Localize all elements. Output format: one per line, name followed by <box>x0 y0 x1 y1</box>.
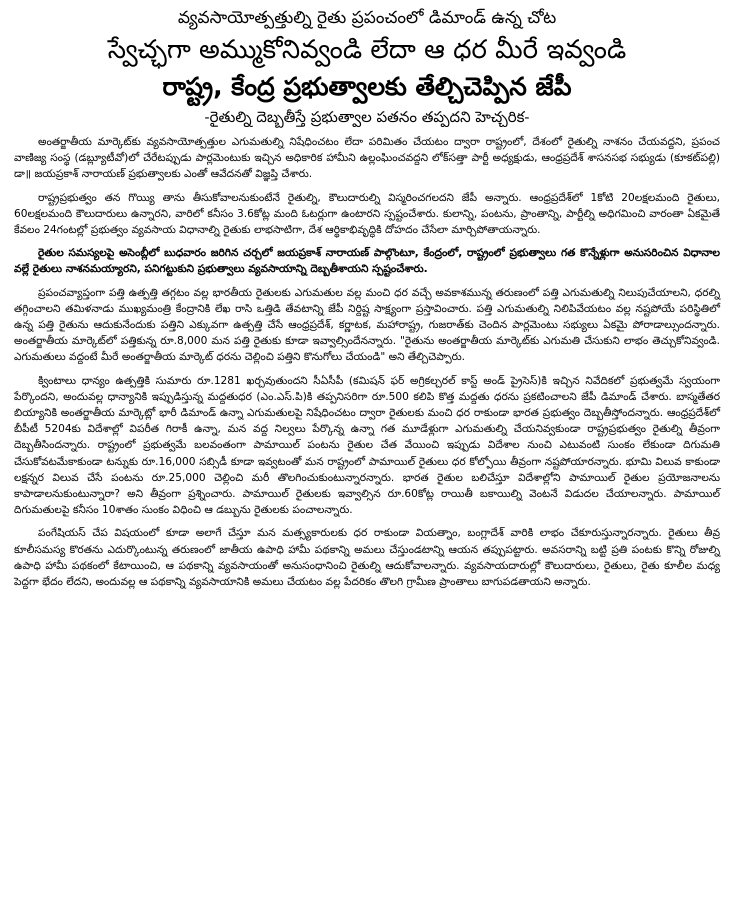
article-paragraph-1: అంతర్జాతీయ మార్కెట్‌కు వ్యవసాయోత్పత్తుల ఎగుమతుల్ని నిషేధించటం లేదా పరిమితం చేయటం ద్వారా రాష్ట్రంలో, దేశంలో రైతుల్ని నాశనం చేయవద్దని, ప్రపంచ వాణిజ్య సంస్థ (డబ్ల్యూటీవో)లో చేరేటప్పుడు పార్లమెంటుకు ఇచ్చిన అధికారిక హామీని ఉల్లంఘించవద్దని లోక్‌సత్తా పార్టీ అధ్యక్షుడు, ఆంధ్రప్రదేశ్ శాసనసభ సభ్యుడు (కూకట్‌పల్లి) డా॥ జయప్రకాశ్ నారాయణ్ ప్రభుత్వాలకు ఎంతో ఆవేదనతో విజ్ఞప్తి చేశారు. <box>14 136 720 181</box>
article-paragraph-4: ప్రపంచవ్యాప్తంగా పత్తి ఉత్పత్తి తగ్గటం వల్ల భారతీయ రైతులకు ఎగుమతుల వల్ల మంచి ధర వచ్చే అవకాశమున్న తరుణంలో పత్తి ఎగుమతుల్ని నిలుపుచేయాలని, ధరల్ని తగ్గించాలని తమిళనాడు ముఖ్యమంత్రి కేంద్రానికి లేఖ రాసి ఒత్తిడి తేవటాన్ని జేపీ నిర్దిష్ట సాక్ష్యంగా ప్రస్తావించారు. పత్తి ఎగుమతుల్ని నిలిపివేయటం వల్ల నష్టపోయే పరిస్థితిలో ఉన్న పత్తి రైతును ఆదుకునేందుకు పత్తిని ఎక్కువగా ఉత్పత్తి చేసే ఆంధ్రప్రదేశ్, కర్ణాటక, మహారాష్ట్ర, గుజరాత్‌కు చెందిన పార్లమెంటు సభ్యులు ఏకమై పోరాడాల్సుందన్నారు. అంతర్జాతీయ మార్కెట్‌లో పత్తికున్న రూ.8,000 మన పత్తి రైతుకు కూడా ఇవ్వాల్సిందేనన్నారు. "రైతును అంతర్జాతీయ మార్కెట్‌కు ఎగుమతి చేసుకుని లాభం తెచ్చుకోనివ్వండి. ఎగుమతులు వద్దంటే మీరే అంతర్జాతీయ మార్కెట్ ధరను చెల్లించి పత్తిని కొనుగోలు చేయండి" అని తేల్చిచెప్పారు. <box>14 286 720 364</box>
article-body <box>14 134 720 590</box>
article-tagline: -రైతుల్ని దెబ్బతీస్తే ప్రభుత్వాల పతనం తప్పదని హెచ్చరిక- <box>204 108 530 126</box>
article-paragraph-5: క్వింటాలు ధాన్యం ఉత్పత్తికి సుమారు రూ.1281 ఖర్చవుతుందని సీఏసీపీ (కమిషన్ ఫర్ అగ్రికల్చరల్ కాస్ట్ అండ్ ప్రైసెస్)కి ఇచ్చిన నివేదికలో ప్రభుత్వమే స్వయంగా పేర్కొందని, అందువల్ల ధాన్యానికి ఇప్పుడిస్తున్న మద్దతుధర (ఎం.ఎస్.పి)కి తప్పనిసరిగా రూ.500 కలిపి కొత్త మద్దతు ధరను ప్రకటించాలని జేపీ డిమాండ్ చేశారు. బాస్మతేతర బియ్యానికి అంతర్జాతీయ మార్కెట్లో భారీ డిమాండ్ ఉన్నా ఎగుమతులపై నిషేధించటం ద్వారా రైతులకు మంచి ధర రాకుండా భారత ప్రభుత్వం దెబ్బతీస్తోందన్నారు. ఆంధ్రప్రదేశ్‌లో బీపీటీ 5204కు విదేశాల్లో విపరీత గిరాకీ ఉన్నా, మన వద్ద నిల్వలు పేర్కొన్న ఉన్నా గత మూడేళ్లుగా ఎగుమతుల్ని చేయనివ్వకుండా రాష్ట్రప్రభుత్వం రైతుల్ని తీవ్రంగా దెబ్బతీసిందన్నారు. రాష్ట్రంలో ప్రభుత్వమే బలవంతంగా పామాయిల్ పంటను రైతుల చేత వేయించి ఇప్పుడు విదేశాల నుంచి ఎటువంటి సుంకం లేకుండా దిగుమతి చేసుకోవటమేకాకుండా టన్నుకు రూ.16,000 సబ్సిడీ కూడా ఇవ్వటంతో మన రాష్ట్రంలో పామాయిల్ రైతులు ధర కోల్పోయి తీవ్రంగా నష్టపోయారన్నారు. భూమి విలువ కాకుండా లక్షన్నర విలువ చేసే పంటను రూ.25,000 చెల్లించి మరీ తొలగించుకుంటున్నారన్నారు. భారత రైతుల బలిచేస్తూ విదేశాల్లోని పామాయిల్ రైతుల ప్రయోజనాలను కాపాడాలనుకుంటున్నారా? అని తీవ్రంగా ప్రశ్నించారు. పామాయిల్ రైతులకు ఇవ్వాల్సిన రూ.60కోట్ల రాయితీ బకాయిల్ని వెంటనే విడుదల చేయాలన్నారు. పామాయిల్ దిగుమతులపై కనీసం 10శాతం సుంకం విధించి ఆ డబ్బును రైతులకు పంచాలన్నారు. <box>14 374 720 517</box>
article-paragraph-6: పంగేషియస్ చేప విషయంలో కూడా అలాగే చేస్తూ మన మత్స్యకారులకు ధర రాకుండా వియత్నాం, బంగ్లాదేశ్ వారికి లాభం చేకూరుస్తున్నారన్నారు. రైతులు తీవ్ర కూలీసమస్య కొరతను ఎదుర్కొంటున్న తరుణంలో జాతీయ ఉపాధి హామీ పథకాన్ని అమలు చేస్తుండటాన్ని ఆయన తప్పుపట్టారు. అవసరాన్ని బట్టి ప్రతి పంటకు కొన్ని రోజుల్ని ఉపాధి హామీ పథకంలో కేటాయించి, ఆ పథకాన్ని వ్యవసాయంతో అనుసంధానించి రైతుల్ని ఆదుకోవాలన్నారు. వ్యవసాయదారుల్లో కౌలుదారులు, రైతులు, రైతు కూలీల మధ్య పెద్దగా భేదం లేదని, అందువల్ల ఆ పథకాన్ని వ్యవసాయానికి అమలు చేయటం వల్ల పేదరికం తొలగి గ్రామీణ ప్రాంతాలు బాగుపడతాయని అన్నారు. <box>14 527 720 589</box>
article-paragraph-2: రాష్ట్రప్రభుత్వం తన గొయ్యి తాను తీసుకోవాలనుకుంటేనే రైతుల్ని, కౌలుదారుల్ని విస్మరించగలదని జేపీ అన్నారు. ఆంధ్రప్రదేశ్‌లో 1కోటి 20లక్షలమంది రైతులు, 60లక్షలమంది కౌలుదారులు ఉన్నారని, వారిలో కనీసం 3.6కోట్ల మంది ఓటర్లుగా ఉంటారని స్పష్టంచేశారు. కులాన్ని, పంటను, ప్రాంతాన్ని, పార్టీల్ని అధిగమించి వారంతా ఏకమైతే కేవలం 24గంటల్లో ప్రభుత్వం వ్యవసాయ విధానాల్ని రైతుకు లాభసాటిగా, దేశ ఆర్థికాభివృద్ధికి దోహదం చేసేలా మార్చిపోతాయన్నారు. <box>14 191 720 237</box>
article-headline: స్వేచ్ఛగా అమ్ముకోనివ్వండి లేదా ఆ ధర మీరే ఇవ్వండి <box>107 35 627 65</box>
article-paragraph-3: రైతుల సమస్యలపై అసెంబ్లీలో బుధవారం జరిగిన చర్చలో జయప్రకాశ్ నారాయణ్ పాల్గొంటూ, కేంద్రంలో, రాష్ట్రంలో ప్రభుత్వాలు గత కొన్నేళ్లుగా అనుసరించిన విధానాల వల్లే రైతులు నాశనమయ్యారని, పనిగట్టుకుని ప్రభుత్వాలు వ్యవసాయాన్ని దెబ్బతీశాయని స్పష్టంచేశారు. <box>14 247 720 276</box>
article-subheadline: రాష్ట్ర, కేంద్ర ప్రభుత్వాలకు తేల్చిచెప్పిన జేపీ <box>162 72 572 101</box>
article-kicker: వ్యవసాయోత్పత్తుల్ని రైతు ప్రపంచంలో డిమాండ్ ఉన్న చోట <box>177 8 557 28</box>
